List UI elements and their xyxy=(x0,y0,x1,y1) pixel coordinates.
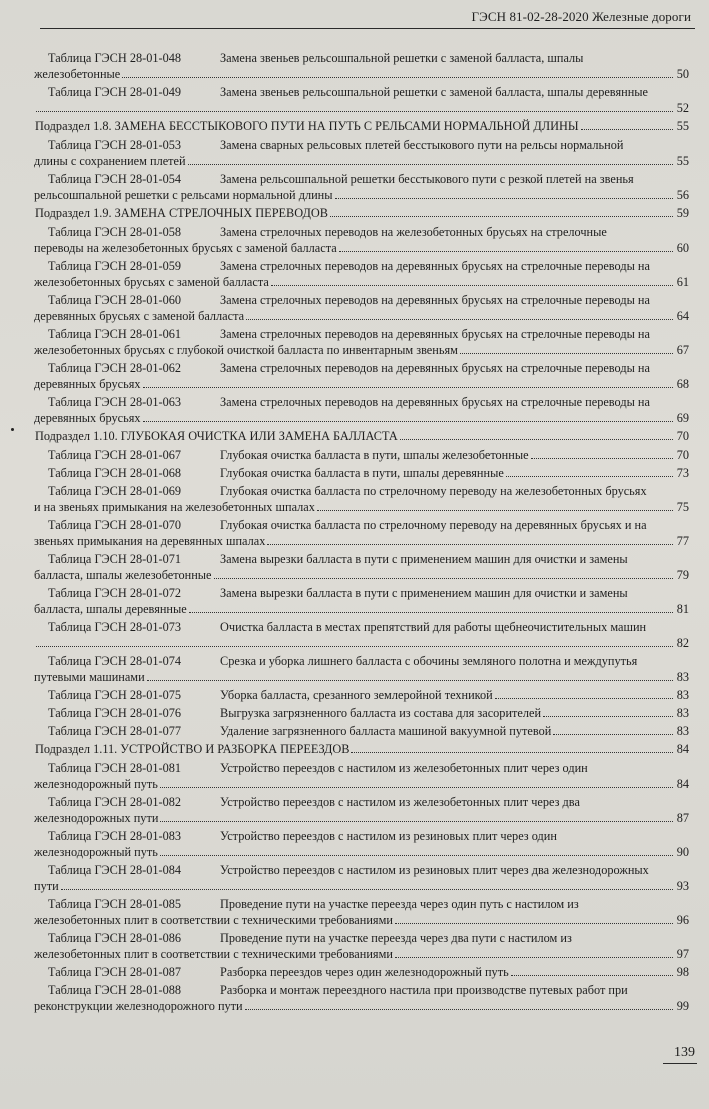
table-title: Глубокая очистка балласта по стрелочному переводу на железобетонных брусьях xyxy=(220,484,647,498)
header-rule xyxy=(40,28,695,29)
toc-table-entry[interactable] xyxy=(34,360,689,392)
leader-dots xyxy=(531,447,673,459)
table-code: Таблица ГЭСН 28-01-087 xyxy=(48,965,182,979)
footer-rule xyxy=(663,1063,697,1064)
toc-table-entry[interactable] xyxy=(34,292,689,324)
toc-table-entry[interactable] xyxy=(48,964,689,980)
leader-dots xyxy=(36,635,673,647)
toc-section-entry[interactable] xyxy=(35,428,689,444)
leader-dots xyxy=(543,705,673,717)
table-code: Таблица ГЭСН 28-01-082 xyxy=(48,795,182,809)
table-title: Замена звеньев рельсошпальной решетки с заменой балласта, шпалы деревянные xyxy=(220,85,648,99)
page-ref: 83 xyxy=(676,724,689,738)
toc-table-entry[interactable] xyxy=(34,50,689,82)
page-ref: 70 xyxy=(676,429,689,443)
page-ref: 87 xyxy=(676,811,689,825)
table-title-continued: деревянных брусьях xyxy=(34,377,141,391)
table-code: Таблица ГЭСН 28-01-049 xyxy=(48,85,182,99)
toc-table-entry[interactable] xyxy=(48,465,689,481)
table-title-continued: железнодорожных пути xyxy=(34,811,159,825)
toc-table-entry[interactable] xyxy=(48,447,689,463)
table-title-continued: звеньях примыкания на деревянных шпалах xyxy=(34,534,266,548)
table-code: Таблица ГЭСН 28-01-060 xyxy=(48,293,182,307)
page-ref: 84 xyxy=(676,742,689,756)
table-of-contents xyxy=(0,50,709,1016)
leader-dots xyxy=(400,428,673,440)
section-title: Подраздел 1.11. УСТРОЙСТВО И РАЗБОРКА ПЕРЕЕЗДОВ xyxy=(35,742,350,756)
table-title-continued: железобетонных плит в соответствии с техническими требованиями xyxy=(34,947,393,961)
table-code: Таблица ГЭСН 28-01-073 xyxy=(48,620,182,634)
table-title: Замена звеньев рельсошпальной решетки с заменой балласта, шпалы xyxy=(220,51,584,65)
leader-dots xyxy=(160,844,673,856)
page-ref: 67 xyxy=(676,343,689,357)
table-code: Таблица ГЭСН 28-01-083 xyxy=(48,829,182,843)
table-title-continued: железобетонных брусьях с заменой балласта xyxy=(34,275,269,289)
leader-dots xyxy=(506,465,673,477)
table-code: Таблица ГЭСН 28-01-062 xyxy=(48,361,182,375)
page-ref: 56 xyxy=(676,188,689,202)
page-ref: 52 xyxy=(676,101,689,115)
table-title: Разборка переездов через один железнодорожный путь xyxy=(220,965,509,979)
leader-dots xyxy=(460,342,673,354)
page-ref: 75 xyxy=(676,500,689,514)
toc-table-entry[interactable] xyxy=(34,896,689,928)
table-title: Устройство переездов с настилом из резиновых плит через два железнодорожных xyxy=(220,863,649,877)
leader-dots xyxy=(122,66,673,78)
running-header: ГЭСН 81-02-28-2020 Железные дороги xyxy=(471,9,691,24)
table-title: Устройство переездов с настилом из железобетонных плит через один xyxy=(220,761,588,775)
table-code: Таблица ГЭСН 28-01-081 xyxy=(48,761,182,775)
table-code: Таблица ГЭСН 28-01-067 xyxy=(48,448,182,462)
leader-dots xyxy=(147,669,673,681)
page-ref: 59 xyxy=(676,206,689,220)
table-code: Таблица ГЭСН 28-01-061 xyxy=(48,327,182,341)
toc-table-entry[interactable] xyxy=(34,483,689,515)
toc-table-entry[interactable] xyxy=(34,862,689,894)
toc-table-entry[interactable] xyxy=(48,84,689,116)
page-ref: 79 xyxy=(676,568,689,582)
toc-table-entry[interactable] xyxy=(48,705,689,721)
table-title-continued: деревянных брусьях с заменой балласта xyxy=(34,309,245,323)
table-title: Очистка балласта в местах препятствий для работы щебнеочистительных машин xyxy=(220,620,647,634)
page-ref: 96 xyxy=(676,913,689,927)
table-title: Срезка и уборка лишнего балласта с обочины земляного полотна и междупутья xyxy=(220,654,638,668)
table-title: Глубокая очистка балласта в пути, шпалы деревянные xyxy=(220,466,504,480)
table-code: Таблица ГЭСН 28-01-077 xyxy=(48,724,182,738)
page-ref: 55 xyxy=(676,119,689,133)
leader-dots xyxy=(317,499,673,511)
page-ref: 81 xyxy=(676,602,689,616)
table-title: Удаление загрязненного балласта машиной вакуумной путевой xyxy=(220,724,552,738)
table-code: Таблица ГЭСН 28-01-059 xyxy=(48,259,182,273)
table-title-continued: железобетонных плит в соответствии с техническими требованиями xyxy=(34,913,393,927)
page-ref: 97 xyxy=(676,947,689,961)
table-title-continued: переводы на железобетонных брусьях с заменой балласта xyxy=(34,241,337,255)
page-ref: 83 xyxy=(676,688,689,702)
leader-dots xyxy=(581,118,673,130)
table-title: Замена стрелочных переводов на деревянных брусьях на стрелочные переводы на xyxy=(220,395,650,409)
page-ref: 93 xyxy=(676,879,689,893)
toc-table-entry[interactable] xyxy=(34,653,689,685)
table-title: Замена стрелочных переводов на деревянных брусьях на стрелочные переводы на xyxy=(220,327,650,341)
toc-table-entry[interactable] xyxy=(34,760,689,792)
page-ref: 99 xyxy=(676,999,689,1013)
toc-table-entry[interactable] xyxy=(34,258,689,290)
table-code: Таблица ГЭСН 28-01-053 xyxy=(48,138,182,152)
table-title-continued: пути xyxy=(34,879,59,893)
toc-table-entry[interactable] xyxy=(34,171,689,203)
toc-section-entry[interactable] xyxy=(35,118,689,134)
page-ref: 68 xyxy=(676,377,689,391)
table-code: Таблица ГЭСН 28-01-071 xyxy=(48,552,182,566)
table-code: Таблица ГЭСН 28-01-058 xyxy=(48,225,182,239)
table-code: Таблица ГЭСН 28-01-074 xyxy=(48,654,182,668)
toc-table-entry[interactable] xyxy=(48,619,689,651)
leader-dots xyxy=(160,776,673,788)
table-title: Уборка балласта, срезанного землеройной техникой xyxy=(220,688,493,702)
toc-table-entry[interactable] xyxy=(34,224,689,256)
table-code: Таблица ГЭСН 28-01-084 xyxy=(48,863,182,877)
table-title: Замена стрелочных переводов на железобетонных брусьях на стрелочные xyxy=(220,225,607,239)
leader-dots xyxy=(189,601,673,613)
leader-dots xyxy=(395,946,673,958)
page-ref: 90 xyxy=(676,845,689,859)
toc-table-entry[interactable] xyxy=(34,982,689,1014)
table-title: Глубокая очистка балласта по стрелочному переводу на деревянных брусьях и на xyxy=(220,518,647,532)
toc-table-entry[interactable] xyxy=(34,326,689,358)
table-code: Таблица ГЭСН 28-01-048 xyxy=(48,51,182,65)
toc-table-entry[interactable] xyxy=(48,687,689,703)
table-title: Замена сварных рельсовых плетей бесстыкового пути на рельсы нормальной xyxy=(220,138,624,152)
leader-dots xyxy=(330,205,673,217)
toc-section-entry[interactable] xyxy=(35,741,689,757)
leader-dots xyxy=(267,533,673,545)
table-title: Замена рельсошпальной решетки бесстыкового пути с резкой плетей на звенья xyxy=(220,172,634,186)
table-code: Таблица ГЭСН 28-01-088 xyxy=(48,983,182,997)
page-ref: 73 xyxy=(676,466,689,480)
leader-dots xyxy=(246,308,673,320)
leader-dots xyxy=(553,723,673,735)
table-title-continued: железобетонные xyxy=(34,67,121,81)
table-title: Замена вырезки балласта в пути с применением машин для очистки и замены xyxy=(220,552,628,566)
page-ref: 77 xyxy=(676,534,689,548)
table-code: Таблица ГЭСН 28-01-075 xyxy=(48,688,182,702)
page-ref: 70 xyxy=(676,448,689,462)
leader-dots xyxy=(188,153,673,165)
table-title: Замена стрелочных переводов на деревянных брусьях на стрелочные переводы на xyxy=(220,259,650,273)
page-ref: 61 xyxy=(676,275,689,289)
table-title: Проведение пути на участке переезда через один путь с настилом из xyxy=(220,897,579,911)
table-title-continued: железнодорожный путь xyxy=(34,777,158,791)
toc-table-entry[interactable] xyxy=(34,137,689,169)
leader-dots xyxy=(36,100,673,112)
table-title-continued: железобетонных брусьях с глубокой очисткой балласта по инвентарным звеньям xyxy=(34,343,458,357)
leader-dots xyxy=(351,741,673,753)
table-code: Таблица ГЭСН 28-01-076 xyxy=(48,706,182,720)
table-title-continued: балласта, шпалы деревянные xyxy=(34,602,187,616)
leader-dots xyxy=(245,998,673,1010)
leader-dots xyxy=(395,912,673,924)
table-title-continued: деревянных брусьях xyxy=(34,411,141,425)
page-ref: 50 xyxy=(676,67,689,81)
leader-dots xyxy=(339,240,673,252)
leader-dots xyxy=(160,810,673,822)
page-ref: 84 xyxy=(676,777,689,791)
table-code: Таблица ГЭСН 28-01-070 xyxy=(48,518,182,532)
leader-dots xyxy=(61,878,673,890)
table-title: Устройство переездов с настилом из резиновых плит через один xyxy=(220,829,557,843)
toc-section-entry[interactable] xyxy=(35,205,689,221)
toc-table-entry[interactable] xyxy=(34,794,689,826)
table-code: Таблица ГЭСН 28-01-068 xyxy=(48,466,182,480)
page-number: 139 xyxy=(674,1045,695,1060)
table-title: Замена стрелочных переводов на деревянных брусьях на стрелочные переводы на xyxy=(220,361,650,375)
page-ref: 69 xyxy=(676,411,689,425)
section-title: Подраздел 1.9. ЗАМЕНА СТРЕЛОЧНЫХ ПЕРЕВОДОВ xyxy=(35,206,328,220)
table-title-continued: рельсошпальной решетки с рельсами нормальной длины xyxy=(34,188,333,202)
page-ref: 83 xyxy=(676,670,689,684)
toc-table-entry[interactable] xyxy=(34,394,689,426)
table-title: Замена вырезки балласта в пути с применением машин для очистки и замены xyxy=(220,586,628,600)
leader-dots xyxy=(511,964,673,976)
table-title-continued: длины с сохранением плетей xyxy=(34,154,186,168)
table-title: Выгрузка загрязненного балласта из состава для засорителей xyxy=(220,706,542,720)
table-title: Проведение пути на участке переезда через два пути с настилом из xyxy=(220,931,572,945)
leader-dots xyxy=(335,187,673,199)
toc-table-entry[interactable] xyxy=(34,930,689,962)
table-code: Таблица ГЭСН 28-01-054 xyxy=(48,172,182,186)
leader-dots xyxy=(271,274,673,286)
table-title-continued: и на звеньях примыкания на железобетонных шпалах xyxy=(34,500,315,514)
toc-table-entry[interactable] xyxy=(34,585,689,617)
leader-dots xyxy=(495,687,673,699)
leader-dots xyxy=(143,376,673,388)
table-title: Разборка и монтаж переездного настила при производстве путевых работ при xyxy=(220,983,628,997)
table-code: Таблица ГЭСН 28-01-086 xyxy=(48,931,182,945)
table-code: Таблица ГЭСН 28-01-072 xyxy=(48,586,182,600)
table-title: Замена стрелочных переводов на деревянных брусьях на стрелочные переводы на xyxy=(220,293,650,307)
table-code: Таблица ГЭСН 28-01-085 xyxy=(48,897,182,911)
table-code: Таблица ГЭСН 28-01-063 xyxy=(48,395,182,409)
section-title: Подраздел 1.8. ЗАМЕНА БЕССТЫКОВОГО ПУТИ НА ПУТЬ С РЕЛЬСАМИ НОРМАЛЬНОЙ ДЛИНЫ xyxy=(35,119,579,133)
table-title-continued: реконструкции железнодорожного пути xyxy=(34,999,243,1013)
leader-dots xyxy=(143,410,673,422)
page-ref: 82 xyxy=(676,636,689,650)
table-code: Таблица ГЭСН 28-01-069 xyxy=(48,484,182,498)
page-ref: 83 xyxy=(676,706,689,720)
table-title-continued: железнодорожный путь xyxy=(34,845,158,859)
table-title-continued: балласта, шпалы железобетонные xyxy=(34,568,212,582)
leader-dots xyxy=(214,567,674,579)
table-title: Устройство переездов с настилом из железобетонных плит через два xyxy=(220,795,580,809)
table-title-continued: путевыми машинами xyxy=(34,670,145,684)
page-ref: 55 xyxy=(676,154,689,168)
table-title: Глубокая очистка балласта в пути, шпалы железобетонные xyxy=(220,448,529,462)
toc-table-entry[interactable] xyxy=(34,551,689,583)
toc-table-entry[interactable] xyxy=(48,723,689,739)
page-ref: 64 xyxy=(676,309,689,323)
section-title: Подраздел 1.10. ГЛУБОКАЯ ОЧИСТКА ИЛИ ЗАМЕНА БАЛЛАСТА xyxy=(35,429,398,443)
toc-table-entry[interactable] xyxy=(34,517,689,549)
toc-table-entry[interactable] xyxy=(34,828,689,860)
page-ref: 98 xyxy=(676,965,689,979)
page-ref: 60 xyxy=(676,241,689,255)
